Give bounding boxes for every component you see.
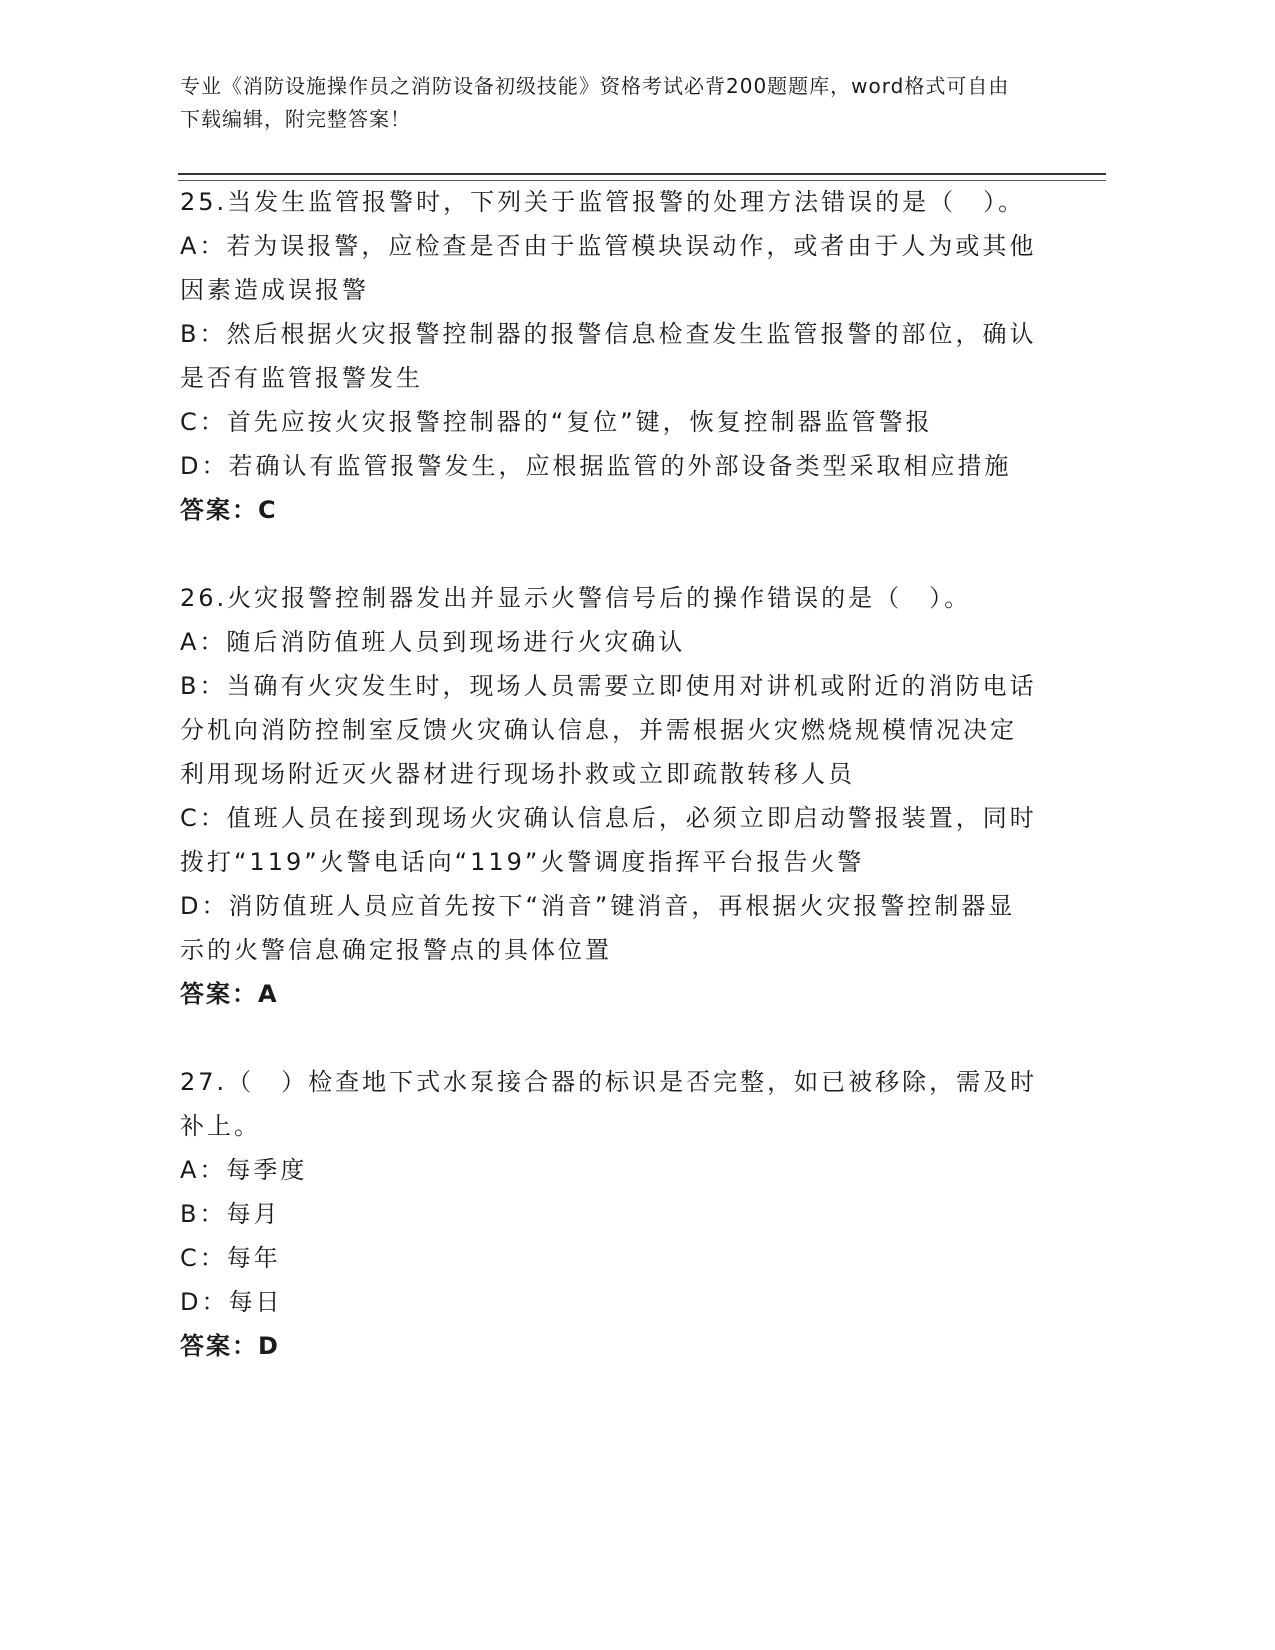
question-26 — [180, 576, 1040, 1016]
option-b: B：每月 — [180, 1200, 281, 1228]
option-d: D：每日 — [180, 1288, 283, 1316]
option-a: A：每季度 — [180, 1156, 308, 1184]
question-stem: 25.当发生监管报警时，下列关于监管报警的处理方法错误的是（ ）。 — [180, 188, 1026, 216]
option-b: B：当确有火灾发生时，现场人员需要立即使用对讲机或附近的消防电话分机向消防控制室反馈火灾确认信息，并需根据火灾燃烧规模情况决定利用现场附近灭火器材进行现场扑救或立即疏散转移人员 — [180, 672, 1037, 788]
question-stem: 26.火灾报警控制器发出并显示火警信号后的操作错误的是（ ）。 — [180, 584, 972, 612]
answer: 答案：D — [180, 1332, 280, 1360]
header-title: 专业《消防设施操作员之消防设备初级技能》资格考试必背200题题库，word格式可自由下载编辑，附完整答案！ — [180, 74, 1010, 131]
question-27 — [180, 1060, 1040, 1368]
question-stem: 27.（ ）检查地下式水泵接合器的标识是否完整，如已被移除，需及时补上。 — [180, 1068, 1038, 1140]
question-25 — [180, 180, 1040, 532]
document-header — [180, 70, 1030, 136]
option-d: D：若确认有监管报警发生，应根据监管的外部设备类型采取相应措施 — [180, 452, 1012, 480]
answer: 答案：A — [180, 980, 279, 1008]
option-c: C：首先应按火灾报警控制器的“复位”键，恢复控制器监管警报 — [180, 408, 933, 436]
answer: 答案：C — [180, 496, 278, 524]
header-divider — [178, 173, 1106, 175]
option-a: A：随后消防值班人员到现场进行火灾确认 — [180, 628, 686, 656]
option-a: A：若为误报警，应检查是否由于监管模块误动作，或者由于人为或其他因素造成误报警 — [180, 232, 1037, 304]
option-c: C：每年 — [180, 1244, 281, 1272]
option-b: B：然后根据火灾报警控制器的报警信息检查发生监管报警的部位，确认是否有监管报警发生 — [180, 320, 1037, 392]
option-d: D：消防值班人员应首先按下“消音”键消音，再根据火灾报警控制器显示的火警信息确定报警点的具体位置 — [180, 892, 1016, 964]
option-c: C：值班人员在接到现场火灾确认信息后，必须立即启动警报装置，同时拨打“119”火警电话向“119”火警调度指挥平台报告火警 — [180, 804, 1037, 876]
question-list — [180, 180, 1040, 1412]
